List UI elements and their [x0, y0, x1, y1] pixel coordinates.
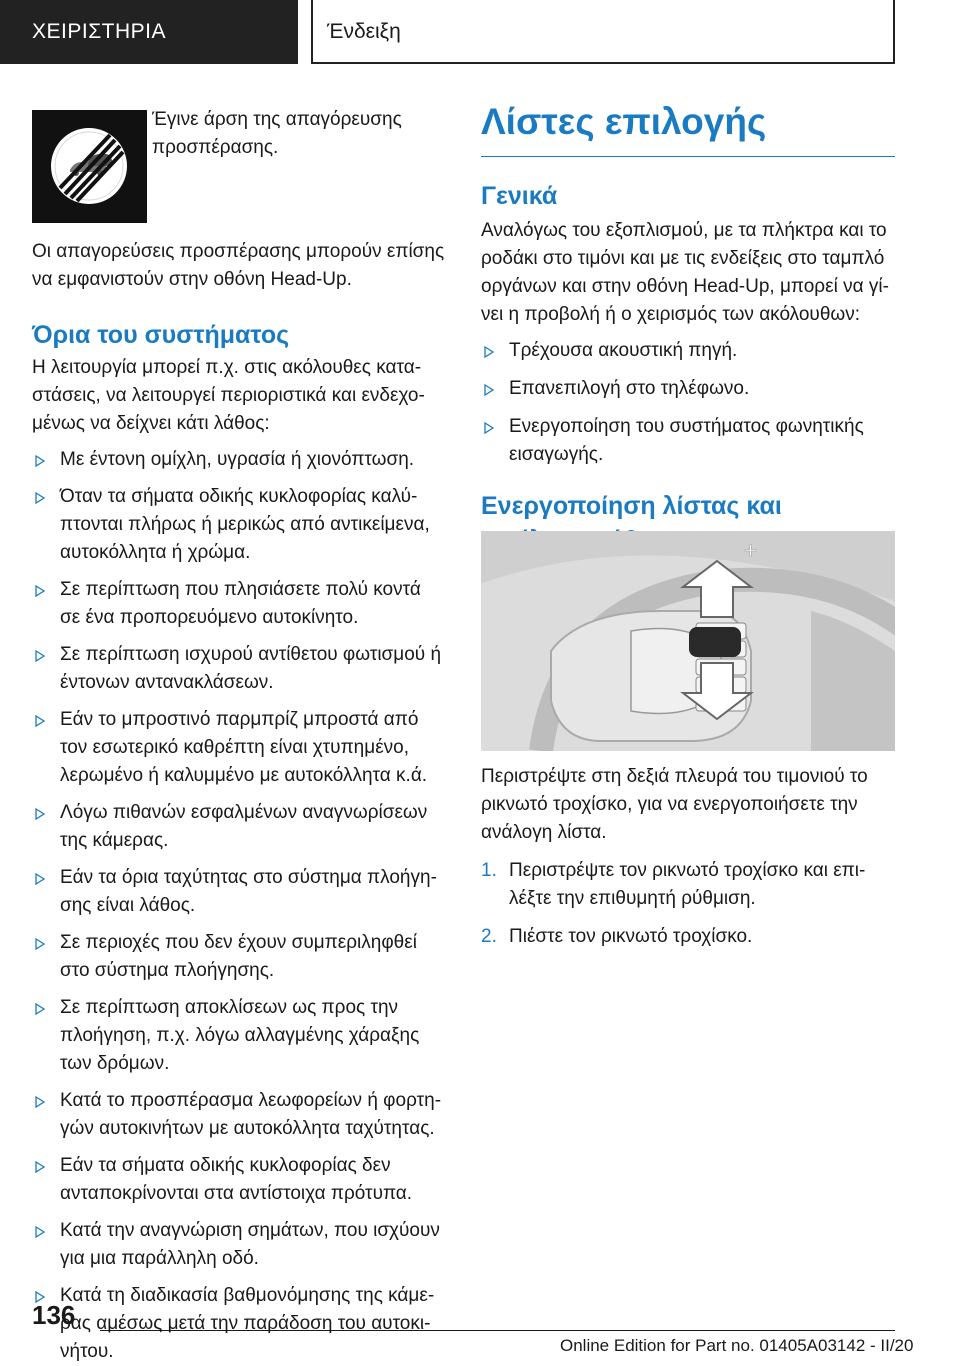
list-item-text: Κατά τη διαδικασία βαθμονόμησης της κάμερας αμέσως μετά την παράδοση του αυτοκινήτου.	[60, 1285, 435, 1362]
list-item	[32, 446, 446, 474]
list-item-text: Εάν τα όρια ταχύτητας στο σύστημα πλοήγησης είναι λάθος.	[60, 867, 437, 916]
chapter-title: Ένδειξη	[311, 0, 895, 64]
svg-text:+: +	[743, 540, 759, 561]
bullet-triangle-icon	[484, 422, 494, 434]
list-item-text: Με έντονη ομίχλη, υγρασία ή χιονόπτωση.	[60, 449, 415, 470]
bullet-triangle-icon	[35, 1003, 45, 1015]
list-item-text: Ενεργοποίηση του συστήματος φωνητικής εισαγωγής.	[509, 416, 864, 465]
steering-wheel-icon	[481, 531, 895, 751]
page-number: 136	[32, 1300, 76, 1330]
footer-divider	[100, 1330, 895, 1331]
limits-intro: Η λειτουργία μπορεί π.χ. στις ακόλουθες καταστάσεις, να λειτουργεί περιοριστικά και ενδεχομένως να δείχνει κάτι λάθος:	[32, 357, 425, 434]
bullet-triangle-icon	[484, 384, 494, 396]
activation-paragraph: Περιστρέψτε στη δεξιά πλευρά του τιμονιού το ρικνωτό τροχίσκο, για να ενεργοποιήσετε την ανάλογη λίστα.	[481, 766, 868, 843]
general-heading: Γενικά	[481, 182, 558, 210]
bullet-triangle-icon	[35, 808, 45, 820]
list-item-text: Σε περιοχές που δεν έχουν συμπεριληφθεί στο σύστημα πλοήγησης.	[60, 932, 417, 981]
overtaking-end-sign-image	[32, 110, 147, 223]
limits-heading: Όρια του συστήματος	[32, 321, 290, 349]
bullet-triangle-icon	[35, 1161, 45, 1173]
bullet-triangle-icon	[35, 650, 45, 662]
bullet-triangle-icon	[35, 585, 45, 597]
bullet-triangle-icon	[35, 492, 45, 504]
list-item	[32, 864, 446, 920]
list-item-text: Επανεπιλογή στο τηλέφωνο.	[509, 378, 750, 399]
list-item-text: Σε περίπτωση ισχυρού αντίθετου φωτισμού ή έντονων αντανακλάσεων.	[60, 644, 442, 693]
list-item-text: Τρέχουσα ακουστική πηγή.	[509, 340, 738, 361]
bullet-triangle-icon	[35, 873, 45, 885]
list-item	[32, 706, 446, 790]
activation-heading: Ενεργοποίηση λίστας και	[481, 492, 782, 520]
step-number: 1.	[481, 860, 497, 881]
list-item-text: Λόγω πιθανών εσφαλμένων αναγνωρίσεων της κάμερας.	[60, 802, 428, 851]
list-item	[481, 337, 895, 365]
overtaking-end-sign-icon	[32, 110, 147, 223]
general-paragraph: Αναλόγως του εξοπλισμού, με τα πλήκτρα και το ροδάκι στο τιμόνι και με τις ενδείξεις στο ταμπλό οργάνων και στην οθόνη Head-Up, μπορεί να γίνει η προβολή ή ο χειρισμός των ακόλουθων:	[481, 220, 889, 325]
sign-caption: Έγινε άρση της απαγόρευσης προσπέρασης.	[152, 109, 402, 158]
list-item	[32, 483, 446, 567]
page-title: Λίστες επιλογής	[481, 100, 895, 157]
list-item	[32, 994, 446, 1078]
bullet-triangle-icon	[35, 715, 45, 727]
list-item-text: Εάν τα σήματα οδικής κυκλοφορίας δεν ανταποκρίνονται στα αντίστοιχα πρότυπα.	[60, 1155, 413, 1204]
list-item-text: Κατά την αναγνώριση σημάτων, που ισχύουν για μια παράλληλη οδό.	[60, 1220, 440, 1269]
list-item	[32, 1282, 446, 1366]
bullet-triangle-icon	[35, 938, 45, 950]
list-item-text: Εάν το μπροστινό παρμπρίζ μπροστά από τον εσωτερικό καθρέπτη είναι χτυπημένο, λερωμένο ή καλυμμένο με αυτοκόλλητα κ.ά.	[60, 709, 428, 786]
list-item-text: Σε περίπτωση αποκλίσεων ως προς την πλοήγηση, π.χ. λόγω αλλαγμένης χάραξης των δρόμων.	[60, 997, 420, 1074]
steps-list	[481, 857, 895, 951]
limits-list	[32, 446, 446, 1366]
bullet-triangle-icon	[35, 455, 45, 467]
list-item	[32, 1087, 446, 1143]
list-item	[481, 413, 895, 469]
list-item	[32, 1152, 446, 1208]
list-item-text: Σε περίπτωση που πλησιάσετε πολύ κοντά σε ένα προπορευόμενο αυτοκίνητο.	[60, 579, 421, 628]
list-item	[32, 576, 446, 632]
list-item	[32, 641, 446, 697]
steering-wheel-thumbwheel-image	[481, 531, 895, 751]
edition-text: Online Edition for Part no. 01405A03142 - II/20	[560, 1336, 914, 1355]
step-text: Πιέστε τον ρικνωτό τροχίσκο.	[509, 926, 753, 947]
bullet-triangle-icon	[35, 1096, 45, 1108]
step-item	[481, 923, 895, 951]
features-list	[481, 337, 895, 469]
hud-paragraph: Οι απαγορεύσεις προσπέρασης μπορούν επίσης να εμφανιστούν στην οθόνη Head-Up.	[32, 241, 445, 290]
list-item	[481, 375, 895, 403]
bullet-triangle-icon	[484, 346, 494, 358]
section-tab: ΧΕΙΡΙΣΤΗΡΙΑ	[0, 0, 298, 64]
list-item	[32, 1217, 446, 1273]
step-text: Περιστρέψτε τον ρικνωτό τροχίσκο και επιλέξτε την επιθυμητή ρύθμιση.	[509, 860, 866, 909]
bullet-triangle-icon	[35, 1226, 45, 1238]
list-item	[32, 799, 446, 855]
list-item	[32, 929, 446, 985]
list-item-text: Όταν τα σήματα οδικής κυκλοφορίας καλύπτονται πλήρως ή μερικώς από αντικείμενα, αυτοκόλλητα ή χρώμα.	[60, 486, 430, 563]
step-number: 2.	[481, 926, 497, 947]
step-item	[481, 857, 895, 913]
list-item-text: Κατά το προσπέρασμα λεωφορείων ή φορτηγών αυτοκινήτων με αυτοκόλλητα ταχύτητας.	[60, 1090, 442, 1139]
